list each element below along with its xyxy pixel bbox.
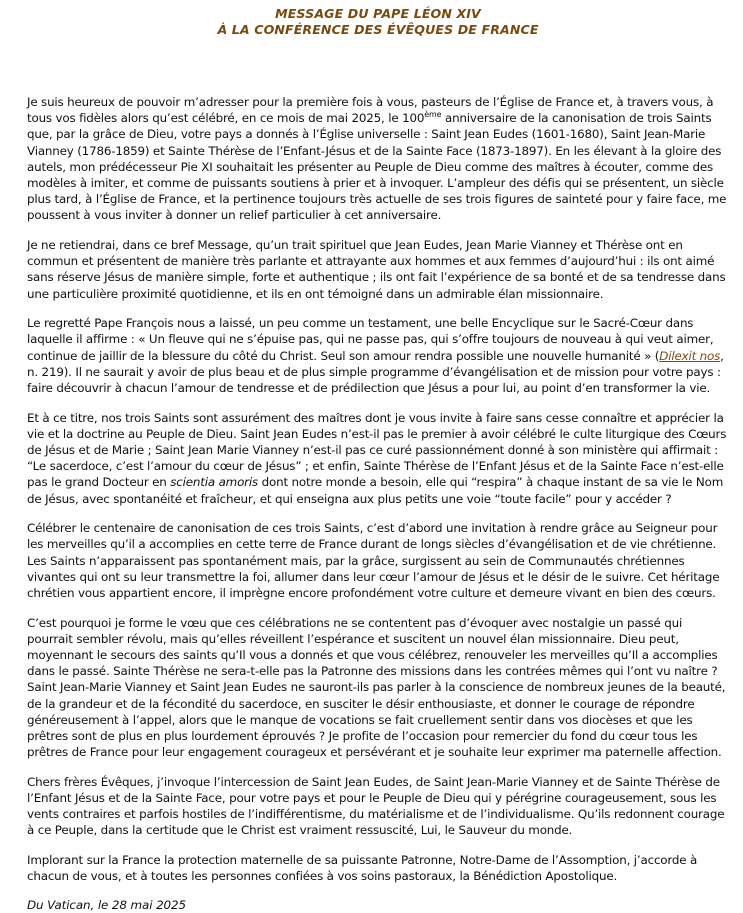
title-line-2: À LA CONFÉRENCE DES ÉVÊQUES DE FRANCE	[217, 21, 539, 37]
paragraph-4-text-b: dont notre monde a besoin, elle qui “respira” à chaque instant de sa vie le Nom de Jésus, avec spontanéité et fraîcheur, et qui enseigna aux plus petits une voie “toute facile” pour y accéder ?	[27, 475, 724, 506]
paragraph-3-text-b: , n. 219). Il ne saurait y avoir de plus beau et de plus simple programme d’évangélisation et de mission pour votre pays : faire découvrir à chacun l’amour de tendresse et de prédilection que Jésus a pour lui, au point d’en transformer la vie.	[27, 348, 724, 396]
document-title	[27, 6, 729, 37]
scientia-amoris-emphasis: scientia amoris	[170, 475, 259, 490]
ordinal-superscript: ème	[424, 110, 442, 120]
paragraph-7: Chers frères Évêques, j’invoque l’intercession de Saint Jean Eudes, de Saint Jean-Marie Vianney et de Sainte Thérèse de l’Enfant Jésus et de la Sainte Face, pour votre pays et pour le Peuple de Dieu qui y pérégrine courageusement, sous les vents contraires et parfois hostiles de l’indifférentisme, du matérialisme et de l’individualisme. Qu’ils redonnent courage à ce Peuple, dans la certitude que le Christ est vraiment ressuscité, Lui, le Sauveur du monde.	[27, 774, 725, 838]
signature-line: Du Vatican, le 28 mai 2025	[27, 897, 186, 912]
paragraph-4-text-a: Et à ce titre, nos trois Saints sont assurément des maîtres dont je vous invite à faire sans cesse connaître et apprécier la vie et la doctrine au Peuple de Dieu. Saint Jean Eudes n’est-il pas le premier à avoir célébré le culte liturgique des Cœurs de Jésus et de Marie ; Saint Jean Marie Vianney n’est-il pas ce curé passionnément donné à son ministère qui affirmait : “Le sacerdoce, c’est l’amour du cœur de Jésus” ; et enfin, Sainte Thérèse de l’Enfant Jésus et de la Sainte Face n’est-elle pas le grand Docteur en	[27, 410, 727, 490]
paragraph-2: Je ne retiendrai, dans ce bref Message, qu’un trait spirituel que Jean Eudes, Jean Marie Vianney et Thérèse ont en commun et présentent de manière très parlante et attrayante aux hommes et aux femmes d’aujourd’hui : ils ont aimé sans réserve Jésus de manière simple, forte et authentique ; ils ont fait l’expérience de sa bonté et de sa tendresse dans une particulière proximité quotidienne, et ils en ont témoigné dans un admirable élan missionnaire.	[27, 238, 726, 301]
paragraph-8: Implorant sur la France la protection maternelle de sa puissante Patronne, Notre-Dame de l’Assomption, j’accorde à chacun de vous, et à toutes les personnes confiées à vos soins pastoraux, la Bénédiction Apostolique.	[27, 853, 698, 884]
title-line-1: MESSAGE DU PAPE LÉON XIV	[275, 6, 481, 21]
paragraph-1-text-b: anniversaire de la canonisation de trois Saints que, par la grâce de Dieu, votre pays a donnés à l’Église universelle : Saint Jean Eudes (1601-1680), Saint Jean-Marie Vianney (1786-1859) et Sainte Thérèse de l’Enfant-Jésus et de la Sainte Face (1873-1897). En les élevant à la gloire des autels, mon prédécesseur Pie XI souhaitait les présenter au Peuple de Dieu comme des maîtres à écouter, comme des modèles à imiter, et comme de puissants soutiens à prier et à invoquer. L’ampleur des défis qui se présentent, un siècle plus tard, à l’Église de France, et la pertinence toujours très actuelle de ses trois figures de sainteté pour y faire face, me poussent à vous inviter à donner un relief particulier à cet anniversaire.	[27, 111, 727, 223]
message-body	[27, 94, 729, 913]
paragraph-3	[27, 315, 729, 396]
paragraph-1	[27, 94, 729, 224]
paragraph-1-text-a: Je suis heureux de pouvoir m’adresser pour la première fois à vous, pasteurs de l’Église de France et, à travers vous, à tous vos fidèles alors qu’est célébré, en ce mois de mai 2025, le 100	[27, 95, 714, 126]
paragraph-4	[27, 410, 729, 507]
dilexit-nos-link[interactable]: Dilexit nos	[659, 348, 721, 363]
paragraph-6: C’est pourquoi je forme le vœu que ces célébrations ne se contentent pas d’évoquer avec nostalgie un passé qui pourrait sembler révolu, mais qu’elles réveillent l’espérance et suscitent un nouvel élan missionnaire. Dieu peut, moyennant le secours des saints qu’Il vous a donnés et que vous célébrez, renouveler les merveilles qu’Il a accomplies dans le passé. Sainte Thérèse ne sera-t-elle pas la Patronne des missions dans les contrées mêmes qui l’ont vu naître ? Saint Jean-Marie Vianney et Saint Jean Eudes ne sauront-ils pas parler à la conscience de nombreux jeunes de la beauté, de la grandeur et de la fécondité du sacerdoce, en susciter le désir enthousiaste, et donner le courage de répondre généreusement à l’appel, alors que le manque de vocations se fait cruellement sentir dans vos diocèses et que les prêtres sont de plus en plus lourdement éprouvés ? Je profite de l’occasion pour remercier du fond du cœur tous les prêtres de France pour leur engagement courageux et persévérant et je souhaite leur exprimer ma paternelle affection.	[27, 615, 726, 760]
paragraph-5: Célébrer le centenaire de canonisation de ces trois Saints, c’est d’abord une invitation à rendre grâce au Seigneur pour les merveilles qu’il a accomplies en cette terre de France durant de longs siècles d’évangélisation et de vie chrétienne. Les Saints n’apparaissent pas spontanément mais, par la grâce, surgissent au sein de Communautés chrétiennes vivantes qui ont su leur transmettre la foi, allumer dans leur cœur l’amour de Jésus et le désir de le suivre. Cet héritage chrétien vous appartient encore, il imprègne encore profondément votre culture et demeure vivant en bien des cœurs.	[27, 521, 720, 601]
paragraph-3-text-a: Le regretté Pape François nous a laissé, un peu comme un testament, une belle Encyclique sur le Sacré-Cœur dans laquelle il affirme : « Un fleuve qui ne s’épuise pas, qui ne passe pas, qui s’offre toujours de nouveau à qui veut aimer, continue de jaillir de la blessure du côté du Christ. Seul son amour rendra possible une nouvelle humanité » (	[27, 316, 714, 363]
